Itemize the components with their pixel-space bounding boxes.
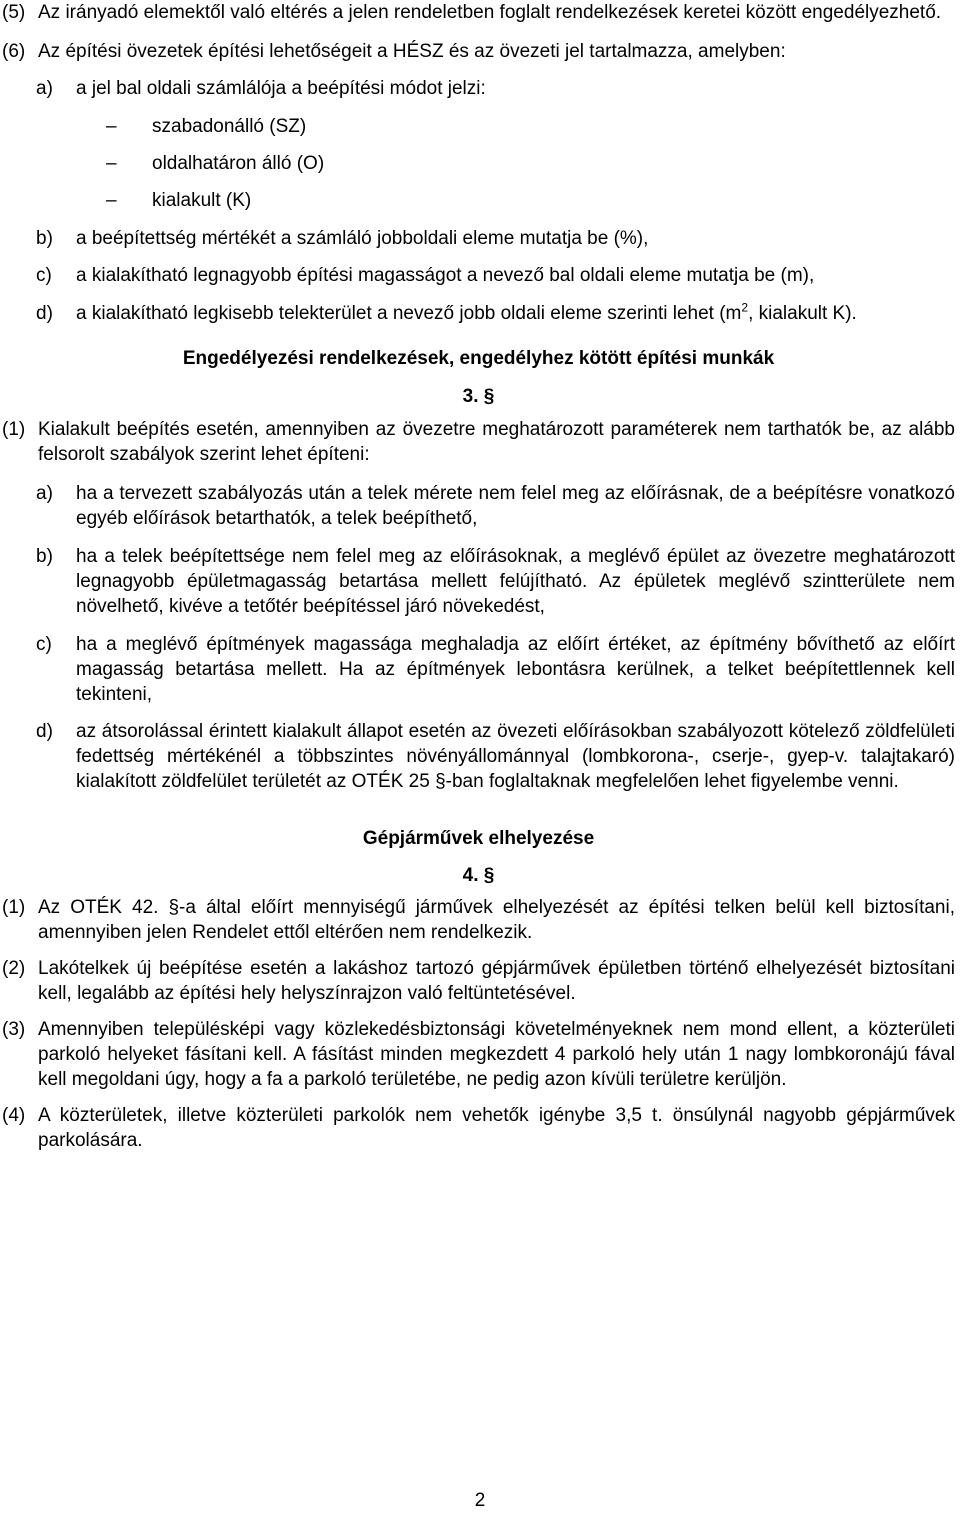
paragraph-text: Az OTÉK 42. §-a által előírt mennyiségű járművek elhelyezését az építési telken belül kell biztosítani, amennyiben jelen Rendelet ettől eltérően nem rendelkezik. [38,897,955,943]
page-number: 2 [474,1490,486,1511]
item-text: ha a tervezett szabályozás után a telek mérete nem felel meg az előírásnak, de a beépítésre vonatkozó egyéb előírások betarthatók, a telek beépíthető, [76,483,955,529]
paragraph-text: Amennyiben településképi vagy közlekedésbiztonsági követelményeknek nem mond ellent, a közterületi parkoló helyeket fásítani kell. A fásítást minden megkezdett 4 parkoló hely után 1 nagy lombkoronájú fával kell megoldani úgy, hogy a fa a parkoló területébe, ne pedig azon kívüli területre kerüljön. [38,1019,955,1090]
list-item-a [2,76,955,101]
paragraph-number: (1) [2,419,26,440]
list-item-b [2,226,955,251]
paragraph-4-4 [2,1103,955,1153]
dash-mark: – [106,153,117,174]
item-label: c) [36,265,52,286]
item-label: a) [36,483,53,504]
item-text: a kialakítható legnagyobb építési magasságot a nevező bal oldali eleme mutatja be (m), [76,265,815,286]
dash-item [2,188,955,213]
paragraph-4-1 [2,895,955,945]
list-item-a [2,481,955,531]
dash-text: oldalhatáron álló (O) [152,153,325,174]
list-item-b [2,544,955,619]
paragraph-number: (4) [2,1105,26,1126]
list-item-d [2,301,955,326]
list-item-c [2,632,955,707]
item-text: ha a meglévő építmények magassága meghaladja az előírt értéket, az építmény bővíthető az előírt magasság betartása mellett. Ha az építmények lebontásra kerülnek, a telket beépítettlennek kell tekinteni, [76,634,955,705]
section-heading: Engedélyezési rendelkezések, engedélyhez kötött építési munkák [182,348,775,369]
item-label: b) [36,546,53,567]
item-label: d) [36,303,53,324]
paragraph-text: A közterületek, illetve közterületi parkolók nem vehetők igénybe 3,5 t. önsúlynál nagyobb gépjárművek parkolására. [38,1105,955,1151]
paragraph-5 [2,0,955,25]
paragraph-3-1 [2,417,955,467]
dash-item [2,151,955,176]
dash-item [2,114,955,139]
superscript: 2 [741,300,749,315]
paragraph-text: Az építési övezetek építési lehetőségeit a HÉSZ és az övezeti jel tartalmazza, amelyben: [38,41,786,62]
item-text: az átsorolással érintett kialakult állapot esetén az övezeti előírásokban szabályozott kötelező zöldfelületi fedettség mértékénél a többszintes növényállománnyal (lombkorona-, cserje-, gyep-v. talajtakaró) kialakított zöldfelület területét az OTÉK 25 §-ban foglaltaknak megfelelően lehet figyelembe venni. [76,721,955,792]
item-label: a) [36,78,53,99]
paragraph-4-3 [2,1017,955,1092]
paragraph-text: Az irányadó elemektől való eltérés a jelen rendeletben foglalt rendelkezések keretei között engedélyezhető. [38,2,942,23]
paragraph-text: Kialakult beépítés esetén, amennyiben az övezetre meghatározott paraméterek nem tarthatók be, az alább felsorolt szabályok szerint lehet építeni: [38,419,955,465]
dash-text: kialakult (K) [152,190,252,211]
section-number: 3. § [462,386,495,407]
paragraph-number: (5) [2,2,26,23]
item-text: a kialakítható legkisebb telekterület a nevező jobb oldali eleme szerinti lehet (m [76,303,742,324]
list-item-c [2,263,955,288]
paragraph-number: (2) [2,958,26,979]
item-text: , kialakult K). [748,303,857,324]
list-item-d [2,719,955,794]
item-text: a jel bal oldali számlálója a beépítési módot jelzi: [76,78,486,99]
paragraph-number: (3) [2,1019,26,1040]
item-text: ha a telek beépítettsége nem felel meg az előírásoknak, a meglévő épület az övezetre meghatározott legnagyobb épületmagasság betartása mellett felújítható. Az épületek meglévő szintterülete nem növelhető, kivéve a tetőtér beépítéssel járó növekedést, [76,546,955,617]
paragraph-text: Lakótelkek új beépítése esetén a lakáshoz tartozó gépjárművek épületben történő elhelyezését biztosítani kell, legalább az építési hely helyszínrajzon való feltüntetésével. [38,958,955,1004]
section-heading: Gépjárművek elhelyezése [362,828,595,849]
paragraph-number: (6) [2,41,26,62]
dash-mark: – [106,190,117,211]
item-label: d) [36,721,53,742]
paragraph-number: (1) [2,897,26,918]
paragraph-4-2 [2,956,955,1006]
paragraph-6 [2,39,955,64]
item-text: a beépítettség mértékét a számláló jobboldali eleme mutatja be (%), [76,228,649,249]
section-number: 4. § [462,865,495,886]
item-label: b) [36,228,53,249]
item-label: c) [36,634,52,655]
dash-mark: – [106,116,117,137]
dash-text: szabadonálló (SZ) [152,116,307,137]
